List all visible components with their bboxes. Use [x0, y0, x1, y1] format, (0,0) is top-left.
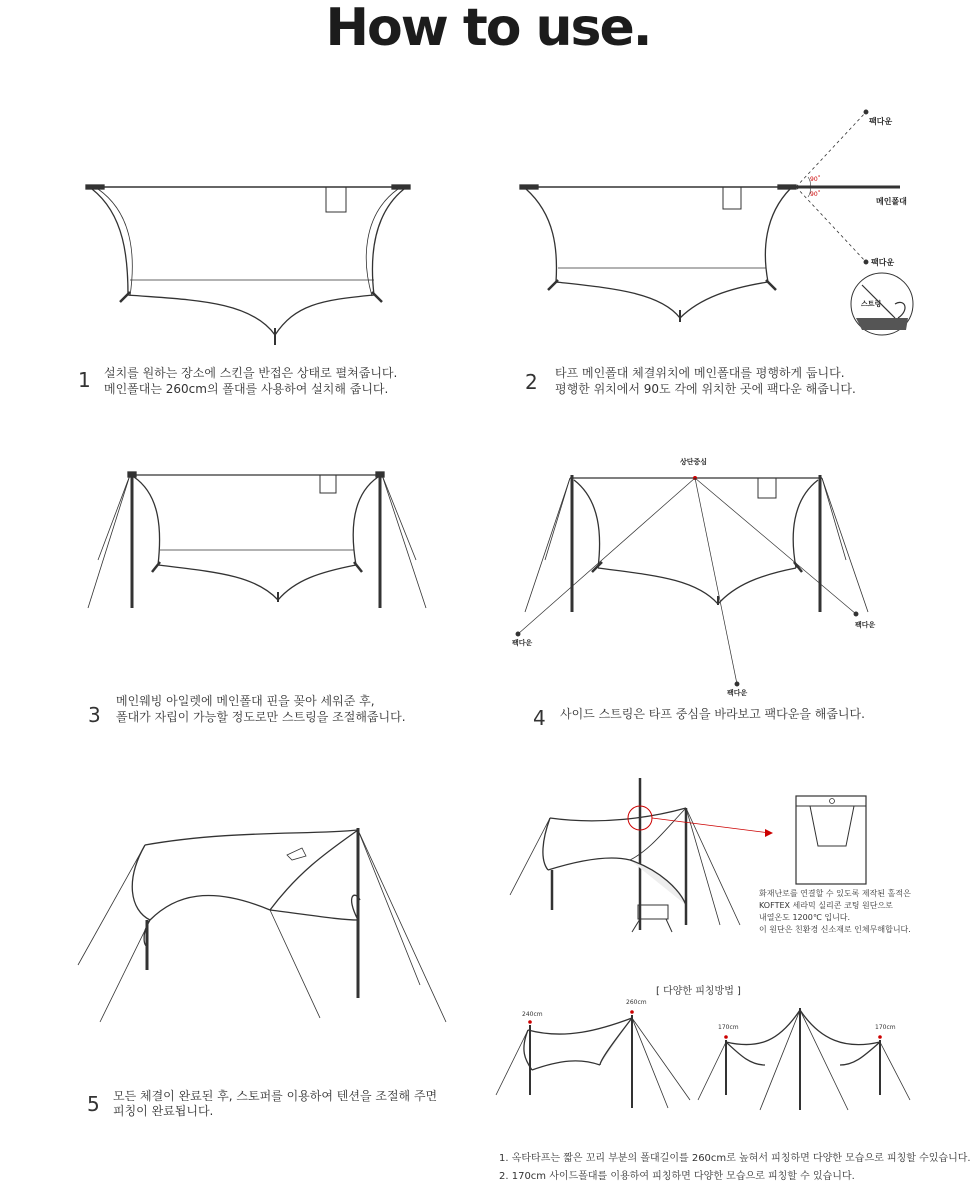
footnote: 1. 옥타타프는 짧은 꼬리 부분의 폴대길이를 260cm로 높혀서 피칭하면 다양한 모습으로 피칭할 수있습니다. — [499, 1153, 971, 1164]
top-center-label: 상단중심 — [680, 458, 708, 466]
fabric-note-line: 이 원단은 친환경 신소재로 인체무해합니다. — [759, 925, 911, 934]
pitching-heading: [ 다양한 피칭방법 ] — [656, 986, 741, 997]
step3-tarp-illustration — [88, 472, 426, 608]
peg-down-label: 팩다운 — [871, 258, 895, 267]
step-text: 사이드 스트링은 타프 중심을 바라보고 팩다운을 해줍니다. — [560, 707, 865, 721]
step-text: 폴대가 자립이 가능할 정도로만 스트링을 조절해줍니다. — [116, 710, 406, 724]
step1-tarp-illustration — [86, 185, 410, 345]
pole-height-label: 240cm — [522, 1011, 543, 1018]
step-text: 메인웨빙 아일렛에 메인폴대 핀을 꽂아 세워준 후, — [116, 694, 375, 708]
pole-height-label: 170cm — [718, 1024, 739, 1031]
step-number: 1 — [78, 368, 91, 392]
step-number: 5 — [87, 1092, 100, 1116]
angle-label: 90˚ — [810, 176, 821, 183]
angle-label: 90˚ — [810, 191, 821, 198]
pitching-left-illustration — [496, 1010, 690, 1108]
step-text: 메인폴대는 260cm의 폴대를 사용하여 설치해 줍니다. — [104, 382, 389, 396]
page-title: How to use. — [325, 0, 651, 58]
peg-down-label: 팩다운 — [727, 689, 748, 697]
string-label: 스트링 — [861, 300, 882, 308]
fabric-note-line: KOFTEX 세라믹 실리콘 코팅 원단으로 — [759, 901, 893, 910]
pole-height-label: 260cm — [626, 999, 647, 1006]
fabric-note-line: 내열온도 1200℃ 입니다. — [759, 913, 851, 922]
step-text: 모든 체결이 완료된 후, 스토퍼를 이용하여 텐션을 조절해 주면 — [113, 1089, 438, 1103]
main-pole-label: 메인폴대 — [876, 197, 907, 206]
step-number: 2 — [525, 370, 538, 394]
fabric-note-line: 화재난로를 연결할 수 있도록 제작된 홀적은 — [759, 889, 911, 898]
step-text: 피칭이 완료됩니다. — [113, 1104, 214, 1118]
step-text: 평행한 위치에서 90도 각에 위치한 곳에 팩다운 해줍니다. — [555, 382, 856, 396]
step-number: 3 — [88, 703, 101, 727]
peg-down-label: 팩다운 — [869, 117, 893, 126]
step5-tarp-illustration — [78, 828, 446, 1022]
step2-tarp-illustration — [520, 110, 913, 335]
peg-down-label: 팩다운 — [512, 639, 533, 647]
peg-down-label: 팩다운 — [855, 621, 876, 629]
step-text: 타프 메인폴대 체결위치에 메인폴대를 평행하게 둡니다. — [555, 366, 845, 380]
step-text: 설치를 원하는 장소에 스킨을 반접은 상태로 펼쳐줍니다. — [104, 366, 398, 380]
footnote: 2. 170cm 사이드폴대를 이용하여 피칭하면 다양한 모습으로 피칭할 수 있습니다. — [499, 1171, 855, 1182]
pole-height-label: 170cm — [875, 1024, 896, 1031]
step-number: 4 — [533, 706, 546, 730]
step4-tarp-illustration — [516, 475, 868, 686]
